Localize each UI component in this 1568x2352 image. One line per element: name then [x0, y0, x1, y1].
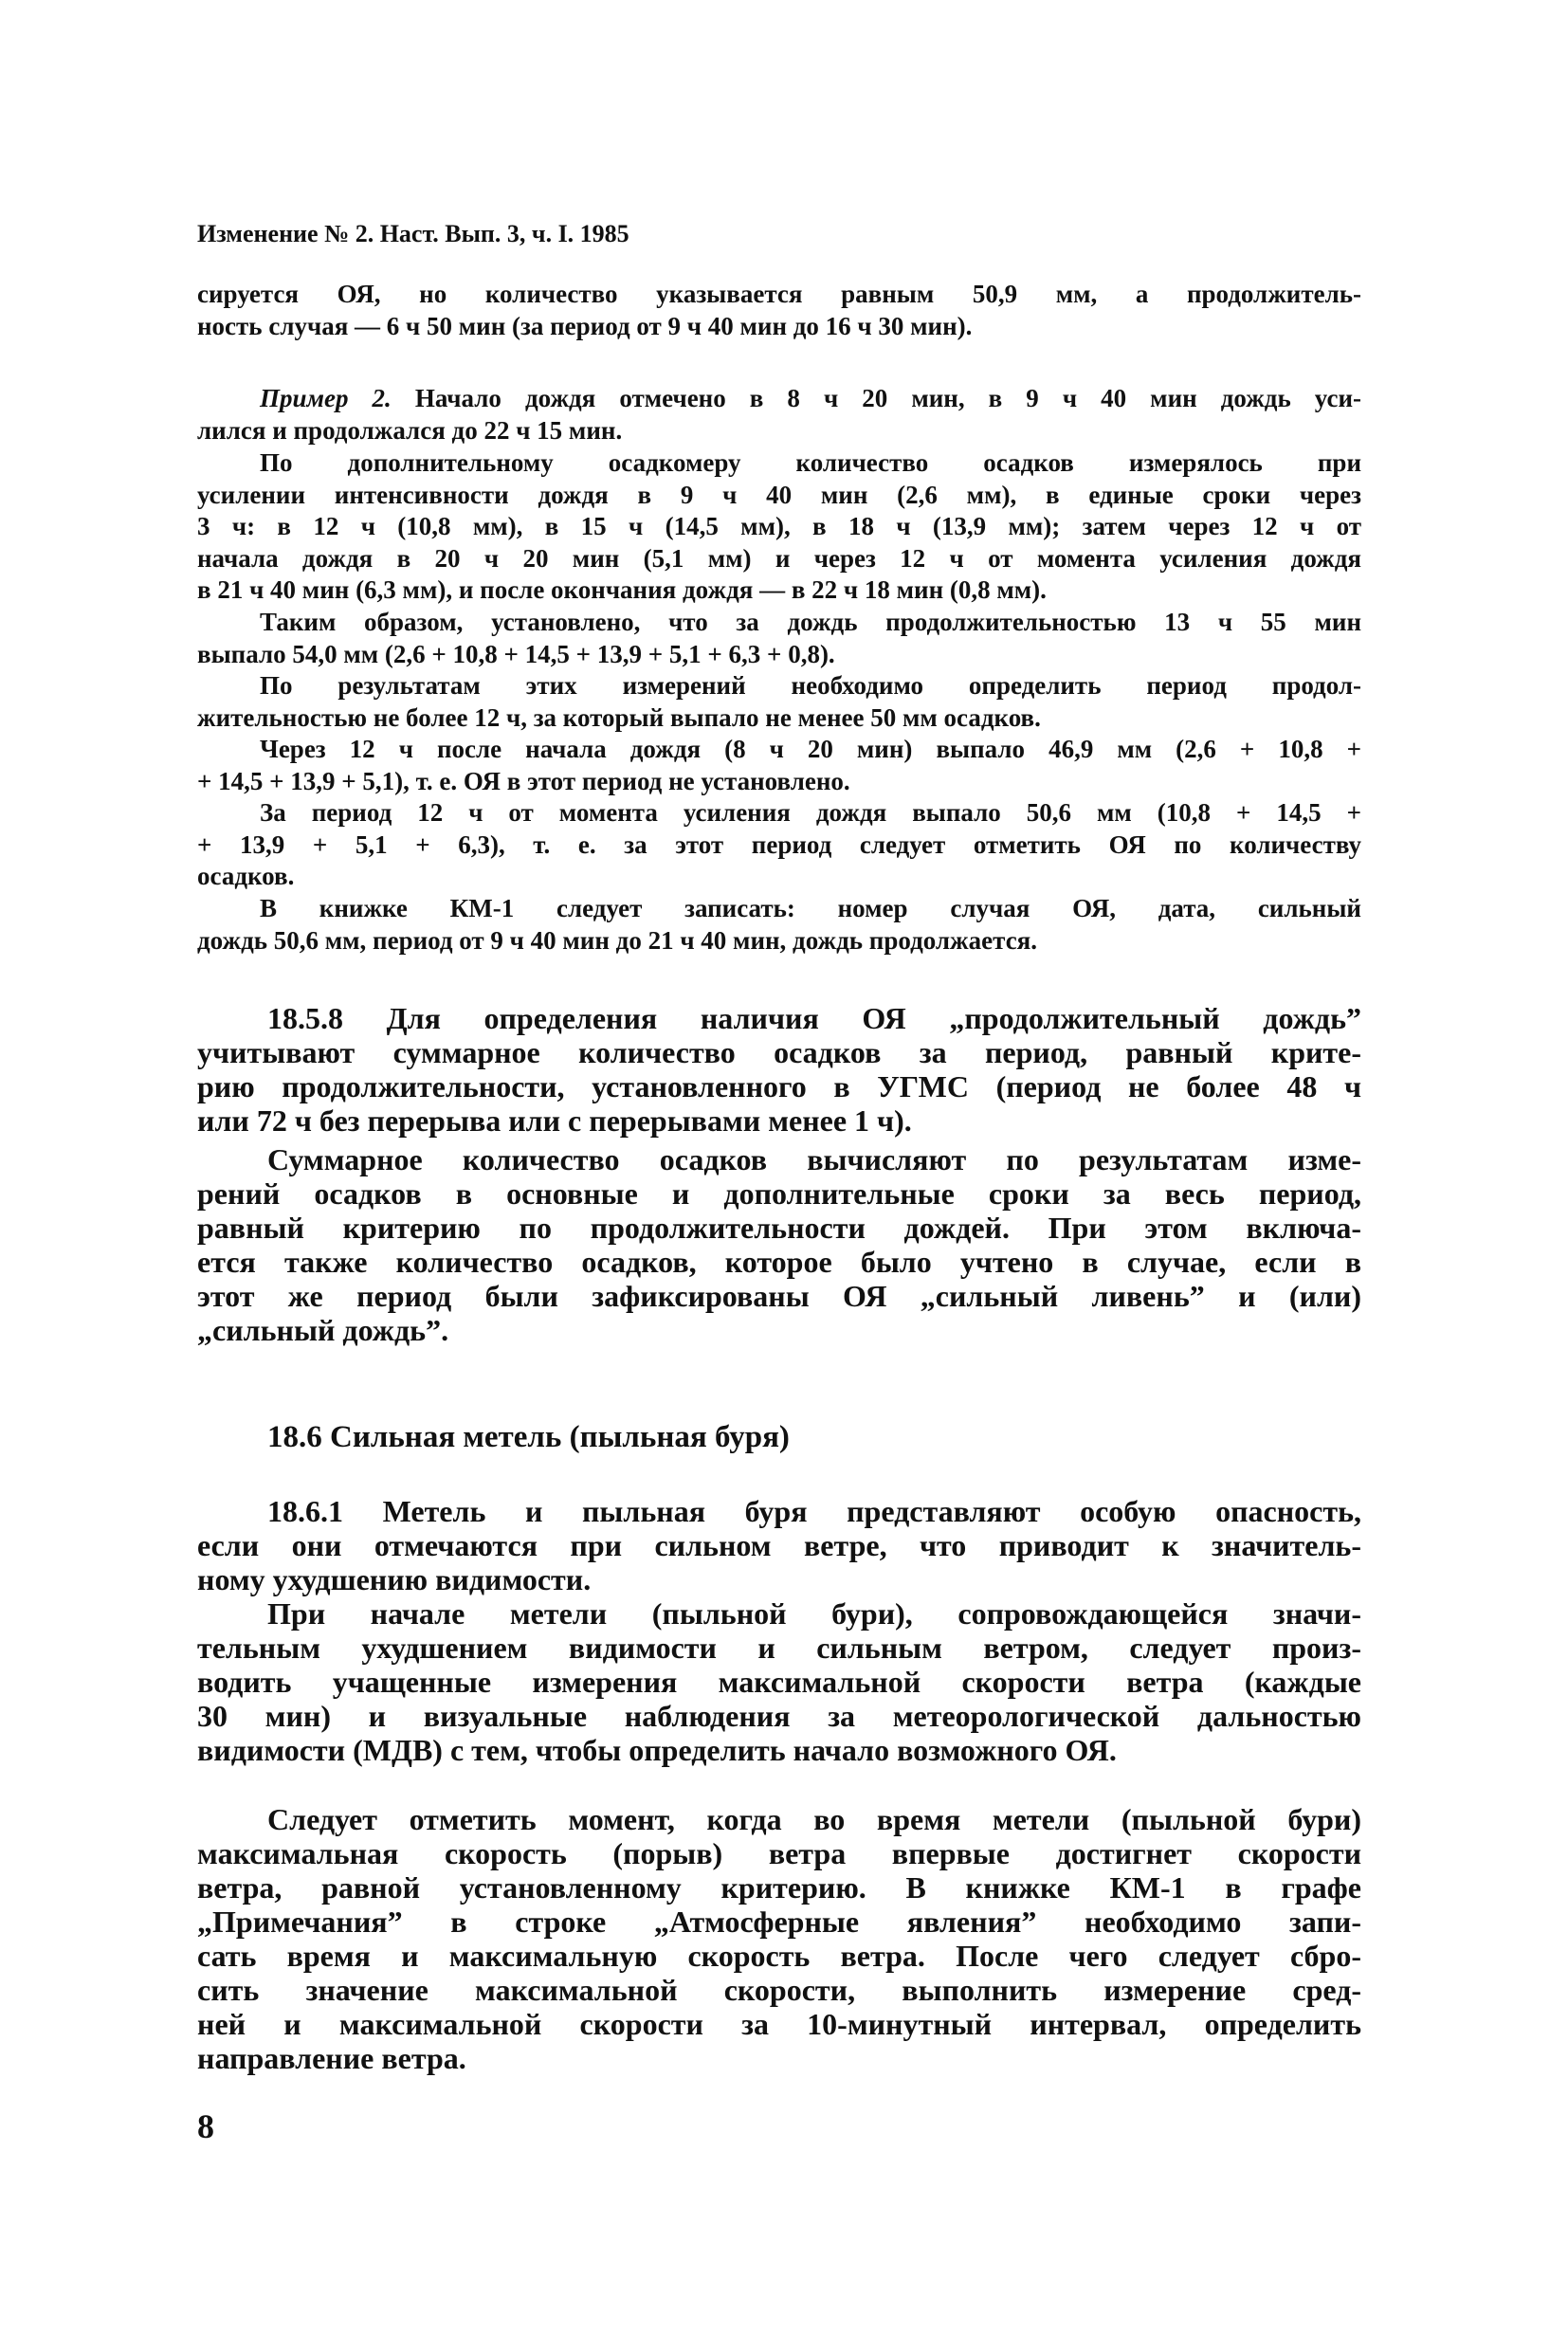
text-line	[197, 1211, 1361, 1245]
text-line	[197, 893, 1361, 925]
line-text: ется также количество осадков, которое было учтено в случае, если в	[197, 1245, 1361, 1279]
line-text: За период 12 ч от момента усиления дождя выпало 50,6 мм (10,8 + 14,5 +	[260, 798, 1361, 827]
results-paragraph	[197, 670, 1361, 734]
line-text: рений осадков в основные и дополнительные сроки за весь период,	[197, 1176, 1361, 1211]
text-line	[197, 1069, 1361, 1103]
paragraph-lead: 18.5.8	[267, 1001, 343, 1035]
page-number: 8	[197, 2107, 214, 2145]
text-line	[197, 543, 1361, 575]
line-text: водить учащенные измерения максимальной скорости ветра (каждые	[197, 1665, 1361, 1699]
text-line	[197, 1494, 1361, 1528]
line-text: ней и максимальной скорости за 10-минутный интервал, определить	[197, 2007, 1361, 2041]
paragraph-lead: Пример 2.	[260, 384, 392, 412]
text-line	[197, 1103, 1361, 1138]
line-text: Суммарное количество осадков вычисляют по результатам изме-	[267, 1142, 1361, 1176]
text-line	[197, 1973, 1361, 2007]
line-text: 30 мин) и визуальные наблюдения за метеорологической дальностью	[197, 1699, 1361, 1733]
section-18-5-8-paragraph	[197, 1001, 1361, 1138]
line-text: выпало 54,0 мм (2,6 + 10,8 + 14,5 + 13,9 + 5,1 + 6,3 + 0,8).	[197, 639, 835, 668]
text-line	[197, 830, 1361, 862]
text-line	[197, 1870, 1361, 1905]
line-text: В книжке КМ-1 следует записать: номер случая ОЯ, дата, сильный	[260, 894, 1361, 922]
text-line	[197, 1001, 1361, 1035]
text-line	[197, 480, 1361, 512]
total-precipitation-paragraph	[197, 1142, 1361, 1347]
line-text: Метель и пыльная буря представляют особую опасность,	[382, 1494, 1362, 1528]
text-line	[197, 639, 1361, 671]
line-text: учитывают суммарное количество осадков за период, равный крите-	[197, 1035, 1361, 1069]
measurement-paragraph	[197, 447, 1361, 607]
text-line	[197, 1733, 1361, 1767]
text-line	[197, 1665, 1361, 1699]
line-text: ветра, равной установленному критерию. В книжке КМ-1 в графе	[197, 1870, 1361, 1905]
text-line	[197, 734, 1361, 766]
text-line	[197, 2041, 1361, 2075]
text-line	[197, 2007, 1361, 2041]
text-line	[197, 1905, 1361, 1939]
text-line	[197, 702, 1361, 735]
km1-record-paragraph	[197, 893, 1361, 957]
line-text: Начало дождя отмечено в 8 ч 20 мин, в 9 ч 40 мин дождь уси-	[414, 384, 1361, 412]
line-text: в 21 ч 40 мин (6,3 мм), и после окончания дождя — в 22 ч 18 мин (0,8 мм).	[197, 575, 1047, 605]
line-text: ность случая — 6 ч 50 мин (за период от 9 ч 40 мин до 16 ч 30 мин).	[197, 311, 973, 340]
line-text: если они отмечаются при сильном ветре, что приводит к значитель-	[197, 1528, 1361, 1562]
line-text: максимальная скорость (порыв) ветра впервые достигнет скорости	[197, 1836, 1361, 1870]
text-line	[197, 311, 1361, 343]
line-text: рию продолжительности, установленного в УГМС (период не более 48 ч	[197, 1069, 1361, 1103]
text-line	[197, 1939, 1361, 1973]
line-text: дождь 50,6 мм, период от 9 ч 40 мин до 21 ч 40 мин, дождь продолжается.	[197, 925, 1038, 955]
text-line	[197, 1562, 1361, 1596]
line-text: направление ветра.	[197, 2041, 466, 2075]
text-line	[197, 766, 1361, 798]
line-text: Таким образом, установлено, что за дождь продолжительностью 13 ч 55 мин	[260, 608, 1361, 636]
line-text: Для определения наличия ОЯ „продолжительный дождь”	[386, 1001, 1362, 1035]
text-line	[197, 1596, 1361, 1631]
line-text: жительностью не более 12 ч, за который выпало не менее 50 мм осадков.	[197, 702, 1041, 732]
section-18-6-1-paragraph	[197, 1494, 1361, 1596]
max-wind-paragraph	[197, 1802, 1361, 2075]
text-line	[197, 1528, 1361, 1562]
text-line	[197, 1142, 1361, 1176]
line-text: сируется ОЯ, но количество указывается равным 50,9 мм, а продолжитель-	[197, 280, 1361, 308]
line-text: усилении интенсивности дождя в 9 ч 40 мин (2,6 мм), в единые сроки через	[197, 480, 1361, 509]
line-text: При начале метели (пыльной бури), сопровождающейся значи-	[267, 1596, 1361, 1631]
text-line	[197, 1245, 1361, 1279]
text-line	[197, 1176, 1361, 1211]
line-text: ному ухудшению видимости.	[197, 1562, 592, 1596]
text-line	[197, 383, 1361, 415]
line-text: + 14,5 + 13,9 + 5,1), т. е. ОЯ в этот период не установлено.	[197, 766, 850, 795]
text-line	[197, 1631, 1361, 1665]
line-text: равный критерию по продолжительности дождей. При этом включа-	[197, 1211, 1361, 1245]
line-text: лился и продолжался до 22 ч 15 мин.	[197, 415, 623, 445]
text-line	[197, 1313, 1361, 1347]
paragraph-lead: 18.6.1	[267, 1494, 343, 1528]
line-text: „Примечания” в строке „Атмосферные явления” необходимо запи-	[197, 1905, 1361, 1939]
text-line	[197, 279, 1361, 311]
line-text: По дополнительному осадкомеру количество осадков измерялось при	[260, 448, 1361, 477]
paragraph-continuation	[197, 279, 1361, 342]
line-text: 3 ч: в 12 ч (10,8 мм), в 15 ч (14,5 мм), в 18 ч (13,9 мм); затем через 12 ч от	[197, 512, 1361, 541]
text-line	[197, 797, 1361, 830]
text-line	[197, 1802, 1361, 1836]
text-line	[197, 1836, 1361, 1870]
total-paragraph	[197, 607, 1361, 670]
line-text: начала дождя в 20 ч 20 мин (5,1 мм) и через 12 ч от момента усиления дождя	[197, 543, 1361, 573]
running-header: Изменение № 2. Наст. Вып. 3, ч. I. 1985	[197, 220, 629, 247]
text-line	[197, 1035, 1361, 1069]
text-line	[197, 670, 1361, 702]
line-text: Через 12 ч после начала дождя (8 ч 20 мин) выпало 46,9 мм (2,6 + 10,8 +	[260, 735, 1361, 763]
line-text: или 72 ч без перерыва или с перерывами менее 1 ч).	[197, 1103, 912, 1138]
example-2-paragraph	[197, 383, 1361, 447]
text-line	[197, 861, 1361, 893]
line-text: сать время и максимальную скорость ветра. После чего следует сбро-	[197, 1939, 1361, 1973]
line-text: сить значение максимальной скорости, выполнить измерение сред-	[197, 1973, 1361, 2007]
line-text: Следует отметить момент, когда во время метели (пыльной бури)	[267, 1802, 1361, 1836]
blizzard-start-paragraph	[197, 1596, 1361, 1767]
line-text: видимости (МДВ) с тем, чтобы определить начало возможного ОЯ.	[197, 1733, 1117, 1767]
line-text: осадков.	[197, 862, 295, 891]
text-line	[197, 1279, 1361, 1313]
line-text: + 13,9 + 5,1 + 6,3), т. е. за этот период следует отметить ОЯ по количеству	[197, 830, 1361, 859]
line-text: этот же период были зафиксированы ОЯ „сильный ливень” и (или)	[197, 1279, 1361, 1313]
section-heading: 18.6 Сильная метель (пыльная буря)	[267, 1420, 790, 1454]
line-text: По результатам этих измерений необходимо определить период продол-	[260, 671, 1361, 700]
after-12h-paragraph	[197, 734, 1361, 797]
text-line	[197, 925, 1361, 957]
text-line	[197, 447, 1361, 480]
text-line	[197, 607, 1361, 639]
text-line	[197, 574, 1361, 607]
line-text: „сильный дождь”.	[197, 1313, 449, 1347]
text-line	[197, 415, 1361, 447]
line-text: тельным ухудшением видимости и сильным ветром, следует произ-	[197, 1631, 1361, 1665]
text-line	[197, 511, 1361, 543]
text-line	[197, 1699, 1361, 1733]
period-12h-paragraph	[197, 797, 1361, 893]
